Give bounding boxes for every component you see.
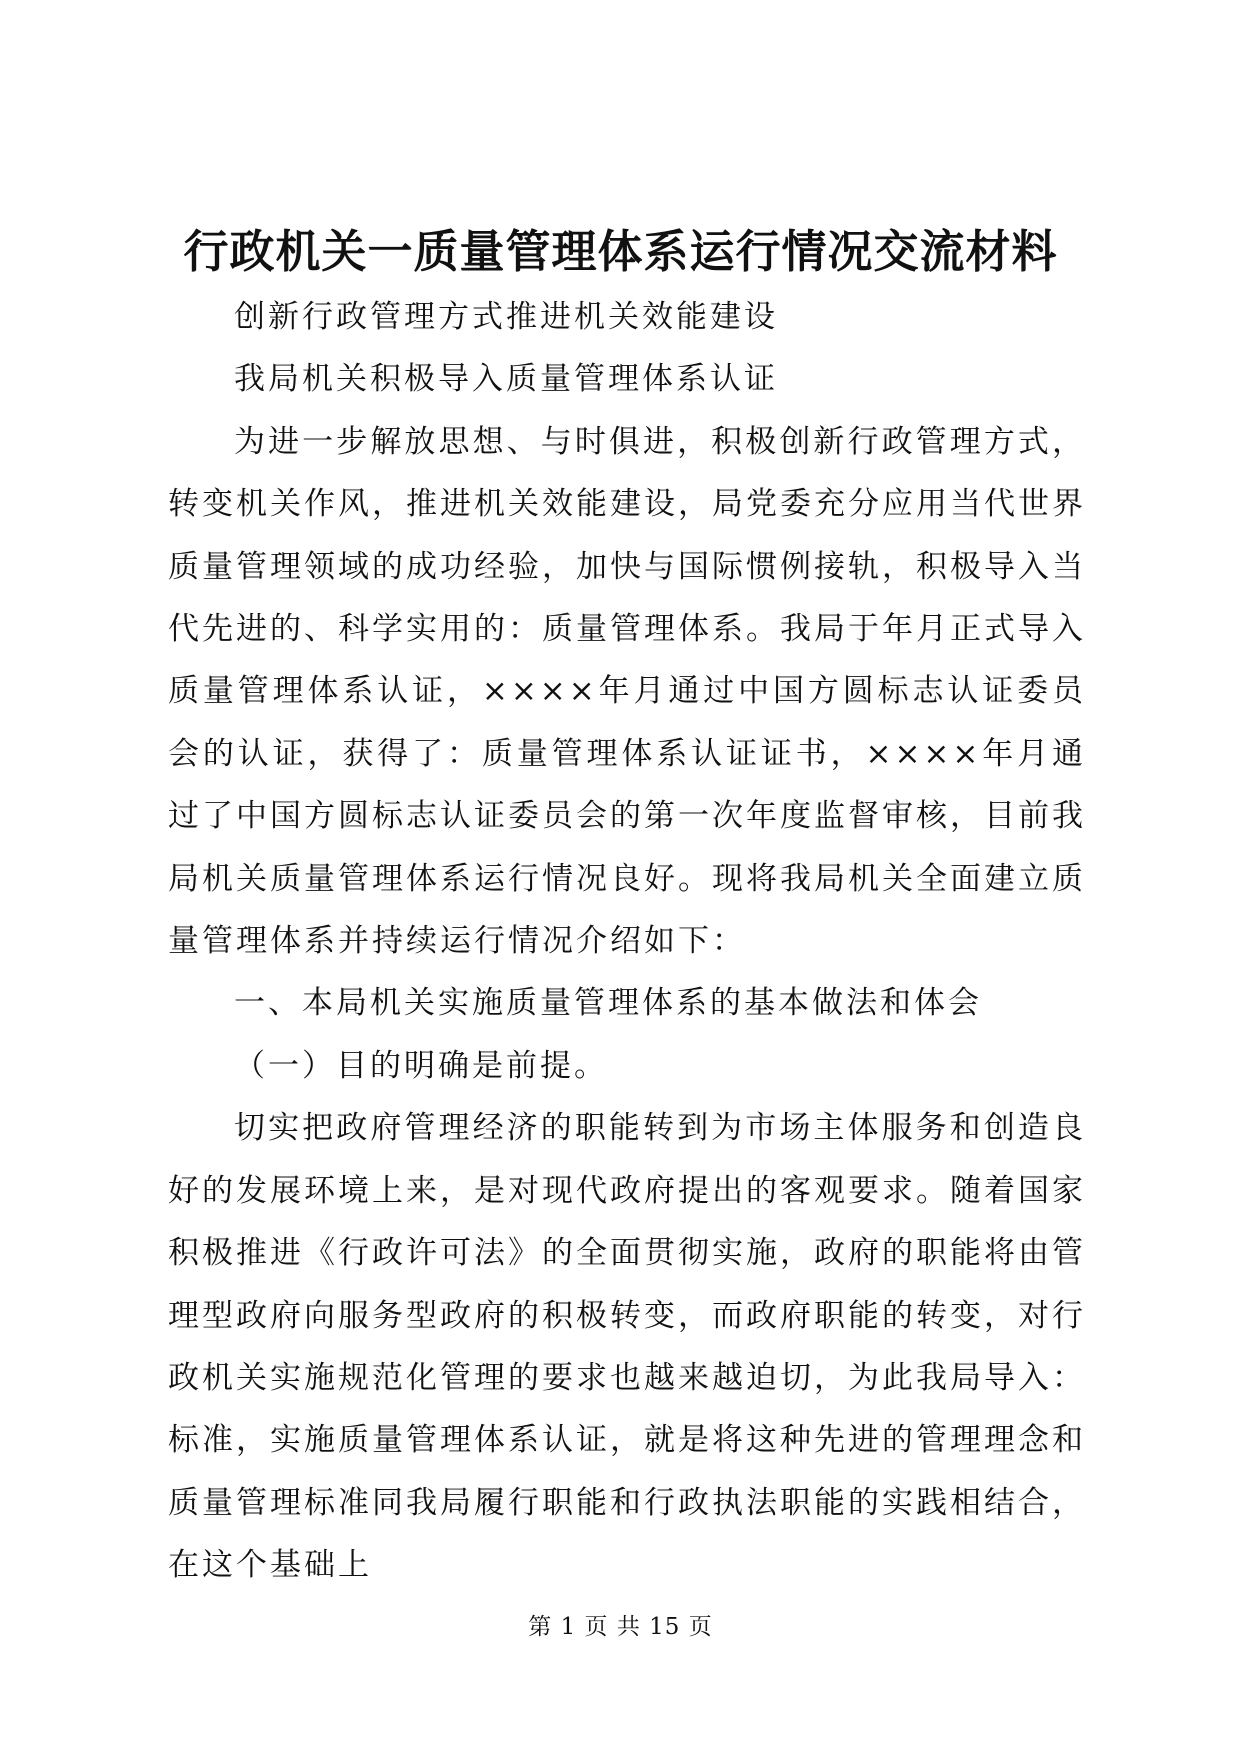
document-body xyxy=(168,286,1086,1597)
subsection-heading: （一）目的明确是前提。 xyxy=(234,1047,608,1084)
body-paragraph: 为进一步解放思想、与时俱进，积极创新行政管理方式，转变机关作风，推进机关效能建设，局党委充分应用当代世界质量管理领域的成功经验，加快与国际惯例接轨，积极导入当代先进的、科学实用的：质量管理体系。我局于年月正式导入质量管理体系认证，××××年月通过中国方圆标志认证委员会的认证，获得了：质量管理体系认证证书，××××年月通过了中国方圆标志认证委员会的第一次年度监督审核，目前我局机关质量管理体系运行情况良好。现将我局机关全面建立质量管理体系并持续运行情况介绍如下： xyxy=(168,423,1086,960)
subtitle-paragraph: 我局机关积极导入质量管理体系认证 xyxy=(234,361,778,398)
body-paragraph: 切实把政府管理经济的职能转到为市场主体服务和创造良好的发展环境上来，是对现代政府提出的客观要求。随着国家积极推进《行政许可法》的全面贯彻实施，政府的职能将由管理型政府向服务型政府的积极转变，而政府职能的转变，对行政机关实施规范化管理的要求也越来越迫切，为此我局导入：标准，实施质量管理体系认证，就是将这种先进的管理理念和质量管理标准同我局履行职能和行政执法职能的实践相结合，在这个基础上 xyxy=(168,1110,1086,1584)
page-number-footer: 第 1 页 共 15 页 xyxy=(528,1614,713,1640)
document-title: 行政机关一质量管理体系运行情况交流材料 xyxy=(183,225,1058,278)
section-heading: 一、本局机关实施质量管理体系的基本做法和体会 xyxy=(234,985,982,1022)
subtitle-paragraph: 创新行政管理方式推进机关效能建设 xyxy=(234,299,778,335)
